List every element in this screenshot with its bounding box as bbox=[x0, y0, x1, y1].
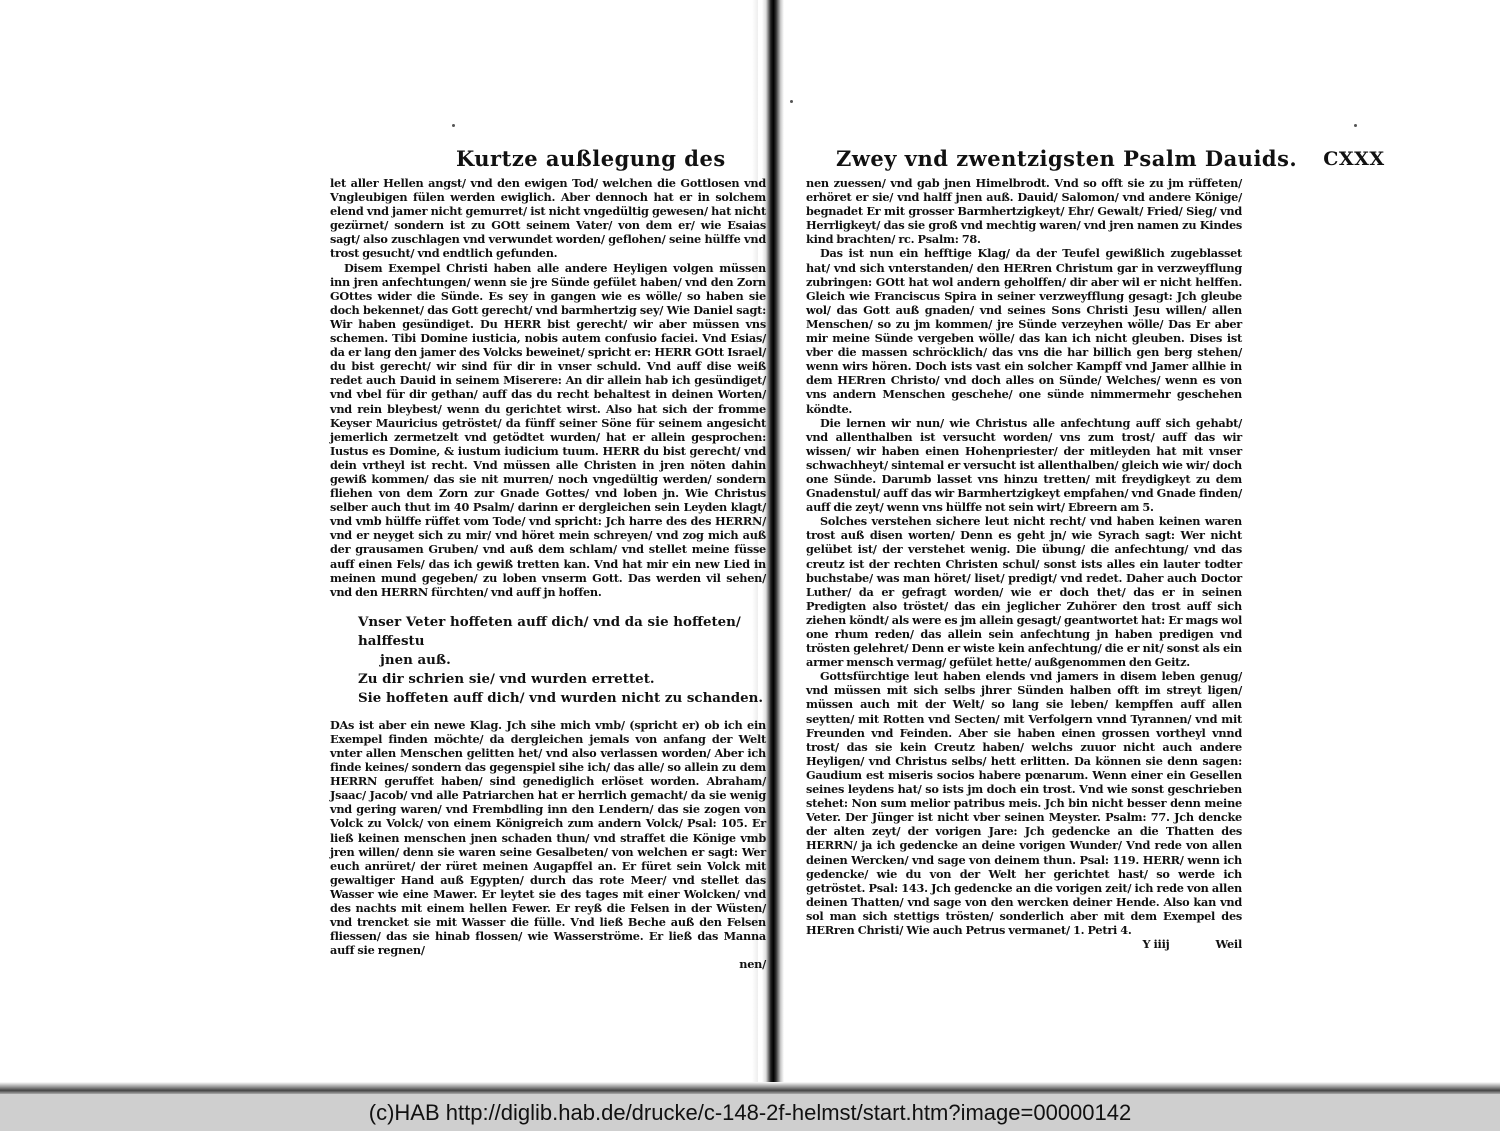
left-body-text bbox=[330, 176, 766, 599]
right-running-head: Zwey vnd zwentzigsten Psalm Dauids. bbox=[836, 146, 1298, 171]
right-running-head-row bbox=[806, 142, 1385, 176]
verse-line: Vnser Veter hoffeten auff dich/ vnd da sie hoffeten/ halffestu bbox=[358, 613, 741, 649]
psalm-verse bbox=[358, 613, 766, 708]
right-paragraph: Solches verstehen sichere leut nicht recht/ vnd haben keinen waren trost auß disen worten/ Denn es geht jn/ wie Syrach sagt: Wer nicht gelübet ist/ der verstehet wenig. Die übung/ die anfechtung/ vnd das creutz ist der rechten Christen schul/ sonst ists alles ein lauter todter buchstabe/ was man höret/ liset/ predigt/ vnd redet. Daher auch Doctor Luther/ da er gefragt worden/ wie er doch thet/ das er in seinen Predigten also tröstet/ das ein jeglicher Zuhörer den trost auff sich ziehen köndt/ als were es jm allein gesagt/ geantwortet hat: Er mags wol one rhum reden/ das allein sein anfechtung jn haben predigen vnd trösten gelehret/ Denn er wiste kein anfechtung/ die er nit/ sonst als ein armer mensch vermag/ gefület hette/ außgenommen den Geitz. bbox=[806, 514, 1242, 670]
scan-bottom-edge bbox=[0, 1082, 1500, 1094]
left-paragraph: let aller Hellen angst/ vnd den ewigen Tod/ welchen die Gottlosen vnd Vngleubigen fülen werden ewiglich. Aber dennoch hat er in solchem elend vnd jamer nicht gemurret/ ist nicht vngedültig gewesen/ hat nicht gezürnet/ sondern ist zu GOtt seinem Vater/ von dem er/ wie Esaias sagt/ also zuschlagen vnd verwundet worden/ geflohen/ seine hülffe vnd trost gesucht/ vnd endtlich gefunden. bbox=[330, 176, 766, 261]
signature-mark: Y iiij bbox=[1142, 937, 1170, 952]
left-catchword: nen/ bbox=[739, 957, 766, 972]
left-body-text-continued bbox=[330, 718, 766, 972]
right-catchword: Weil bbox=[1215, 937, 1242, 952]
folio-number: CXXX bbox=[1323, 148, 1385, 170]
right-body-text bbox=[806, 176, 1242, 951]
footer-bar bbox=[0, 1094, 1500, 1131]
right-paragraph: Die lernen wir nun/ wie Christus alle anfechtung auff sich gehabt/ vnd allenthalben ist versucht worden/ vns zum trost/ auff das wir wissen/ wir haben einen Hohenpriester/ der mitleyden hat mit vnser schwachheyt/ sintemal er versucht ist allenthalben/ gleich wie wir/ doch one Sünde. Darumb lasset vns hinzu tretten/ mit freydigkeyt zu dem Gnadenstul/ auff das wir Barmhertzigkeyt empfahen/ vnd Gnade finden/ auff die zeyt/ wenn vns hülffe not sein wirt/ Ebreern am 5. bbox=[806, 415, 1242, 515]
ink-speck bbox=[452, 124, 455, 127]
right-paragraph: nen zuessen/ vnd gab jnen Himelbrodt. Vnd so offt sie zu jm rüffeten/ erhöret er sie/ vnd halff jnen auß. Dauid/ Salomon/ vnd andere Könige/ begnadet Er mit grosser Barmhertzigkeyt/ Ehr/ Gewalt/ Fried/ Sieg/ vnd Herrligkeyt/ das sie groß vnd mechtig waren/ vnd jren namen zu Kindes kind brachten/ rc. Psalm: 78. bbox=[806, 176, 1242, 247]
right-paragraph: Gottsfürchtige leut haben elends vnd jamers in disem leben genug/ vnd müssen mit sich selbs jhrer Sünden halben offt im streyt ligen/ müssen auch mit der Welt/ so lang sie leben/ kempffen auff allen seytten/ mit Rotten vnd Secten/ mit Verfolgern vnnd Tyrannen/ vnd mit Freunden vnd Feinden. Aber sie haben einen grossen vortheyl vnnd trost/ das sie kein Creutz haben/ welchs zuuor nicht auch andere Heyligen/ vnd Christus selbs/ hett erlitten. Da können sie denn sagen: Gaudium est miseris socios habere pœnarum. Wenn einer ein Gesellen seines leydens hat/ so ists jm doch ein trost. Vnd wie sonst geschrieben stehet: Non sum melior patribus meis. Jch bin nicht besser denn meine Veter. Der Jünger ist nicht vber seinen Meyster. Psalm: 77. Jch dencke der alten zeyt/ der vorigen Jare: Jch gedencke an die Thatten des HERRN/ ja ich gedencke an deine vorigen Wunder/ Vnd rede von allen deinen Wercken/ vnd sage von deinem thun. Psal: 119. HERR/ wenn ich gedencke/ wie du von der Welt her gerichtet hast/ so werde ich getröstet. Psal: 143. Jch gedencke an die vorigen zeit/ ich rede von allen deinen Thatten/ vnd sage von den wercken deiner Hende. Also kan vnd sol man sich stettigs trösten/ sonderlich aber mit dem Exempel des HERren Christi/ Wie auch Petrus vermanet/ 1. Petri 4. bbox=[806, 669, 1242, 937]
ink-speck bbox=[1354, 124, 1357, 127]
right-paragraph: Das ist nun ein hefftige Klag/ da der Teufel gewißlich zugeblasset hat/ vnd sich vnterstanden/ den HERren Christum gar in verzweyfflung zubringen: GOtt hat wol andern geholffen/ dir aber wil er nicht helffen. Gleich wie Franciscus Spira in seiner verzweyfflung gesagt: Jch gleube wol/ das Gott auß gnaden/ vnd seines Sons Christi Jesu willen/ allen Menschen/ so zu jm kommen/ jre Sünde verzeyhen wölle/ Das Er aber mir meine Sünde vergeben wölle/ das kan ich nicht gleuben. Dises ist vber die massen schröcklich/ das vns die har billich gen berg stehen/ wenn wirs hören. Doch ists vast ein solcher Kampff vnd Jamer allhie in dem HERren Christo/ vnd doch alles on Sünde/ Welches/ wenn es von vns andern Menschen geschehe/ one sünde nimmermehr geschehen köndte. bbox=[806, 246, 1242, 416]
signature-line bbox=[806, 937, 1242, 951]
footer-credit: (c)HAB http://diglib.hab.de/drucke/c-148-2f-helmst/start.htm?image=00000142 bbox=[368, 1099, 1132, 1125]
verse-line: jnen auß. bbox=[380, 651, 451, 668]
left-paragraph: DAs ist aber ein newe Klag. Jch sihe mich vmb/ (spricht er) ob ich ein Exempel finden möchte/ da dergleichen jemals von anfang der Welt vnter allen Menschen gelitten het/ vnd also verlassen worden/ Aber ich finde keines/ sondern das gegenspiel sihe ich/ das alle/ so allein zu dem HERRN geruffet haben/ sind genediglich erlöset worden. Abraham/ Jsaac/ Jacob/ vnd alle Patriarchen hat er herrlich gemacht/ da sie wenig vnd gering waren/ vnd Frembdling inn den Lendern/ das sie zogen von Volck zu Volck/ von einem Königreich zum andern Volck/ Psal: 105. Er ließ keinen menschen jnen schaden thun/ vnd straffet die Könige vmb jren willen/ denn sie waren seine Gesalbeten/ von welchen er sagt: Wer euch anrüret/ der rüret meinen Augapffel an. Er füret sein Volck mit gewaltiger Hand auß Egypten/ durch das rote Meer/ vnd stellet das Wasser wie eine Mawer. Er leytet sie des tages mit einer Wolcken/ vnd des nachts mit einem hellen Fewer. Er reyß die Felsen in der Wüsten/ vnd trencket sie mit Wasser die fülle. Vnd ließ Beche auß den Felsen fliessen/ das sie hinab flossen/ wie Wasserströme. Er ließ das Manna auff sie regnen/ bbox=[330, 717, 766, 958]
verse-line: Sie hoffeten auff dich/ vnd wurden nicht zu schanden. bbox=[358, 689, 763, 706]
left-running-head: Kurtze außlegung des bbox=[456, 146, 726, 171]
ink-speck bbox=[790, 100, 793, 103]
verse-line: Zu dir schrien sie/ vnd wurden errettet. bbox=[358, 670, 655, 687]
left-page bbox=[330, 142, 766, 972]
right-page bbox=[806, 142, 1385, 952]
left-paragraph: Disem Exempel Christi haben alle andere Heyligen volgen müssen inn jren anfechtungen/ wenn sie jre Sünde gefület haben/ vnd den Zorn GOttes wider die Sünde. Es sey in gangen wie es wölle/ so haben sie doch bekennet/ das Gott gerecht/ vnd barmhertzig sey/ Wie Daniel sagt: Wir haben gesündiget. Du HERR bist gerecht/ wir aber müssen vns schemen. Tibi Domine iusticia, nobis autem confusio faciei. Vnd Esias/ da er lang den jamer des Volcks beweinet/ spricht er: HERR GOtt Israel/ du bist gerecht/ wir sind für dir in vnser schuld. Vnd auff dise weiß redet auch Dauid in seinem Miserere: An dir allein hab ich gesündiget/ vnd vbel für dir gethan/ auff das du recht behaltest in deinen Worten/ vnd rein bleybest/ wenn du gerichtet wirst. Also hat sich der fromme Keyser Mauricius getröstet/ da fünff seiner Söne für seinem angesicht jemerlich zermetzelt vnd getödtet wurden/ hat er allein gesprochen: Iustus es Domine, & iustum iudicium tuum. HERR du bist gerecht/ vnd dein vrtheyl ist recht. Vnd müssen alle Christen in jren nöten dahin gewiß kommen/ das sie nit murren/ noch vngedültig werden/ sondern fliehen von dem Zorn zur Gnade Gottes/ vnd loben jn. Wie Christus selber auch thut im 40 Psalm/ darinn er dergleichen sein Leyden klagt/ vnd vmb hülffe rüffet vom Tode/ vnd spricht: Jch harre des des HERRN/ vnd er neyget sich zu mir/ vnd höret mein schreyen/ vnd zog mich auß der grausamen Gruben/ vnd auß dem schlam/ vnd stellet meine füsse auff einen Fels/ das ich gewiß tretten kan. Vnd hat mir ein new Lied in meinen mund gegeben/ zu loben vnserm Gott. Das werden vil sehen/ vnd den HERRN fürchten/ vnd auff jn hoffen. bbox=[330, 260, 766, 599]
